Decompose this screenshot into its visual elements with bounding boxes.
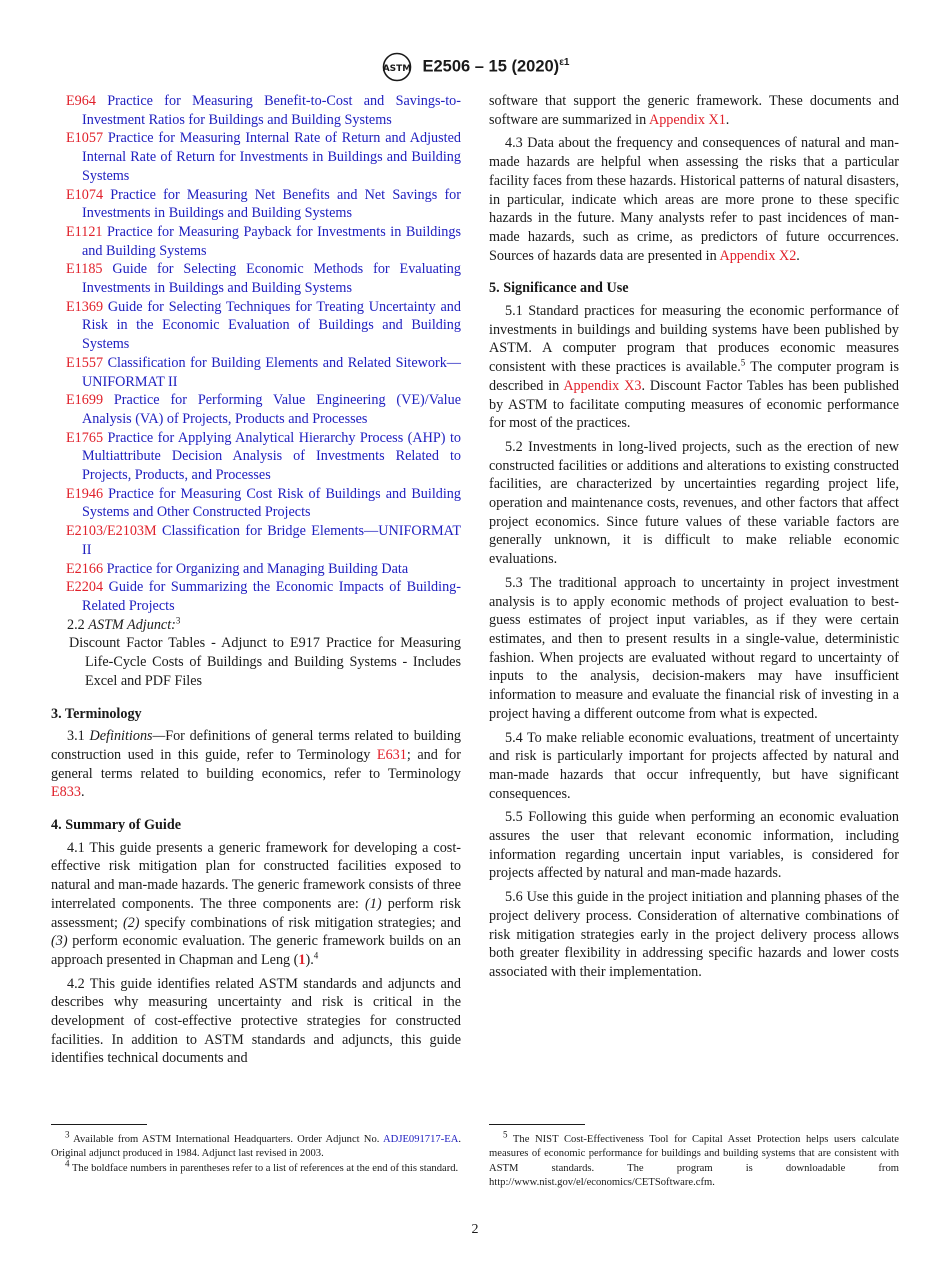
right-column [489, 92, 899, 987]
footnote-divider-left [51, 1124, 147, 1125]
adjunct-text: Discount Factor Tables - Adjunct to E917 Practice for Measuring Life-Cycle Costs of Buildings and Building Systems - Includes Excel and PDF Files [69, 635, 461, 689]
paragraph-5-1: 5.1 Standard practices for measuring the economic performance of investments in buildings and building systems have been published by ASTM. A computer program that produces economic measures consistent with these practices is available.$^5$ The computer program is described in Appendix X3. Discount Factor Tables has been published by ASTM to facilitate computing measures of economic performance for most of the practices. [489, 303, 899, 432]
adjunct-heading: 2.2 ASTM Adjunct:$^3$ [67, 614, 181, 633]
reference-item[interactable] [51, 485, 461, 522]
paragraph-5-3: 5.3 The traditional approach to uncertainty in project investment analysis is to apply economic methods of project evaluation to best-guess estimates of project input variables, as if they were certain estimates, and then to present results in a single-value, deterministic fashion. When projects are evaluated without regard to uncertainty of inputs to the analysis, decision-makers may have insufficient information to measure and evaluate the financial risk of investing in a project having a different outcome from what is expected. [489, 574, 899, 722]
link-appendix-x3[interactable]: Appendix X3 [563, 377, 642, 394]
reference-code-link[interactable]: E1074 [66, 186, 104, 203]
reference-code-link[interactable]: E964 [66, 93, 96, 109]
reference-item[interactable] [51, 298, 461, 354]
footnote-divider-right [489, 1124, 585, 1125]
footnotes-right [489, 1129, 899, 1190]
link-e631[interactable]: E631 [376, 746, 407, 763]
paragraph-4-2-continued: software that support the generic framework. These documents and software are summarized in Appendix X1. [489, 93, 899, 128]
paragraph-5-4: 5.4 To make reliable economic evaluations, treatment of uncertainty and risk is particularly important for projects affected by natural and man-made hazards that occur infrequently, but have significant consequences. [489, 729, 899, 802]
reference-item[interactable] [51, 223, 461, 260]
reference-item[interactable] [51, 260, 461, 297]
standard-designation: E2506 – 15 $(2020)^{\varepsilon 1}$ [422, 57, 570, 76]
link-e833[interactable]: E833 [51, 784, 81, 801]
page-header [0, 52, 950, 82]
link-appendix-x1[interactable]: Appendix X1 [648, 111, 726, 128]
reference-item[interactable] [51, 391, 461, 428]
astm-logo-icon [380, 52, 414, 82]
reference-title-link[interactable]: Classification for Bridge Elements—UNIFORMAT II [82, 523, 461, 558]
reference-code-link[interactable]: E1185 [66, 261, 103, 278]
reference-item[interactable] [51, 186, 461, 223]
section-3-heading: 3. Terminology [51, 705, 142, 722]
page-number: 2 [471, 1222, 479, 1237]
paragraph-4-3: 4.3 Data about the frequency and consequences of natural and man-made hazards are helpful when assessing the risks that a particular facility faces from these hazards. Historical patterns of natural disasters, in particular, indicate which areas are more prone to these specific hazards in the future. Many analysts refer to past incidences of man-made hazards, such as crime, as predictors of future occurrences. Sources of hazards data are presented in Appendix X2. [489, 135, 899, 264]
paragraph-4-1: 4.1 This guide presents a generic framework for developing a cost-effective risk mitigation plan for constructed facilities exposed to natural and man-made hazards. The generic framework consists of three interrelated components. The three components are: (1) perform risk assessment; (2) specify combinations of risk mitigation strategies; and (3) perform economic evaluation. The generic framework builds on an approach presented in Chapman and Leng (1).$^4$ [51, 839, 461, 968]
reference-code-link[interactable]: E2204 [66, 579, 104, 596]
reference-code-link[interactable]: E1699 [66, 392, 104, 409]
left-column [51, 92, 461, 1073]
paragraph-4-2: 4.2 This guide identifies related ASTM standards and adjuncts and describes why measuring uncertainty and risk is critical in the development of cost-effective protective strategies for constructed facilities. In addition to ASTM standards and adjuncts, this guide identifies technical documents and [51, 975, 461, 1067]
reference-code-link[interactable]: E2166 [66, 560, 104, 577]
reference-title-link[interactable]: Practice for Measuring Benefit-to-Cost and Savings-to-Investment Ratios for Buildings and Building Systems [82, 93, 461, 128]
reference-item[interactable] [51, 522, 461, 559]
reference-title-link[interactable]: Practice for Measuring Net Benefits and Net Savings for Investments in Buildings and Building Systems [82, 186, 461, 222]
reference-code-link[interactable]: E1765 [66, 429, 104, 446]
reference-item[interactable] [51, 354, 461, 391]
link-adjunct-order[interactable]: ADJE091717-EA [383, 1134, 459, 1145]
reference-link-1[interactable]: 1 [298, 951, 306, 968]
reference-title-link[interactable]: Practice for Measuring Payback for Investments in Buildings and Building Systems [82, 223, 462, 259]
reference-item[interactable] [51, 560, 461, 579]
reference-title-link[interactable]: Guide for Selecting Techniques for Treating Uncertainty and Risk in the Economic Evaluation of Buildings and Building Systems [82, 298, 461, 353]
reference-item[interactable] [51, 129, 461, 185]
paragraph-5-5: 5.5 Following this guide when performing an economic evaluation assures the user that relevant economic information, including information regarding uncertain input variables, is considered for projects affected by natural and man-made hazards. [489, 809, 899, 882]
reference-title-link[interactable]: Guide for Selecting Economic Methods for Evaluating Investments in Buildings and Building Systems [82, 261, 461, 297]
reference-title-link[interactable]: Practice for Applying Analytical Hierarchy Process (AHP) to Multiattribute Decision Analysis of Investments Related to Projects, Products, and Processes [82, 429, 462, 484]
footnote-5: $^5$ The NIST Cost-Effectiveness Tool for Capital Asset Protection helps users calculate measures of economic performance for buildings and building systems that are consistent with ASTM standards. The program is downloadable from http://www.nist.gov/el/economics/CETSoftware.cfm. [489, 1129, 899, 1188]
reference-title-link[interactable]: Practice for Measuring Internal Rate of Return and Adjusted Internal Rate of Return for Investments in Buildings and Building Systems [82, 130, 461, 184]
reference-code-link[interactable]: E1557 [66, 354, 104, 371]
referenced-documents-list [51, 92, 461, 616]
footnotes-left [51, 1129, 461, 1176]
section-5-heading: 5. Significance and Use [489, 280, 629, 297]
reference-item[interactable] [51, 578, 461, 615]
reference-item[interactable] [51, 92, 461, 129]
reference-title-link[interactable]: Classification for Building Elements and Related Sitework—UNIFORMAT II [82, 354, 461, 390]
section-4-heading: 4. Summary of Guide [51, 817, 182, 834]
reference-title-link[interactable]: Practice for Performing Value Engineering (VE)/Value Analysis (VA) of Projects, Products and Processes [82, 392, 461, 427]
reference-code-link[interactable]: E1946 [66, 485, 104, 502]
svg-text:ASTM: ASTM [383, 64, 412, 74]
reference-title-link[interactable]: Practice for Organizing and Managing Building Data [106, 560, 409, 577]
reference-title-link[interactable]: Practice for Measuring Cost Risk of Buildings and Building Systems and Other Constructed Projects [82, 485, 461, 521]
reference-item[interactable] [51, 429, 461, 485]
reference-code-link[interactable]: E1121 [66, 223, 103, 240]
link-appendix-x2[interactable]: Appendix X2 [719, 247, 797, 264]
paragraph-5-6: 5.6 Use this guide in the project initiation and planning phases of the project delivery process. Consideration of alternative combinations of risk mitigation strategies early in the project delivery process allows both greater flexibility in addressing specific hazards and lower costs associated with their implementation. [489, 889, 899, 980]
footnote-4: $^4$ The boldface numbers in parentheses refer to a list of references at the end of this standard. [65, 1158, 459, 1174]
reference-code-link[interactable]: E1369 [66, 298, 104, 315]
paragraph-5-2: 5.2 Investments in long-lived projects, such as the erection of new constructed facilities or additions and alterations to existing constructed facilities, are characterized by uncertainties regarding project life, operation and maintenance costs, revenues, and other factors that affect project economics. Since future values of these variable factors are generally unknown, it is difficult to make reliable economic evaluations. [489, 438, 899, 568]
paragraph-3-1: 3.1 Definitions—For definitions of general terms related to building construction used in this guide, refer to Terminology E631; and for general terms related to building economics, refer to Terminology E833. [51, 728, 462, 801]
footnote-3: $^3$ Available from ASTM International Headquarters. Order Adjunct No. ADJE091717-EA. Original adjunct produced in 1984. Adjunct last revised in 2003. [51, 1129, 461, 1160]
reference-code-link[interactable]: E1057 [66, 130, 104, 147]
reference-title-link[interactable]: Guide for Summarizing the Economic Impacts of Building-Related Projects [82, 579, 461, 614]
reference-code-link[interactable]: E2103/E2103M [66, 523, 157, 540]
